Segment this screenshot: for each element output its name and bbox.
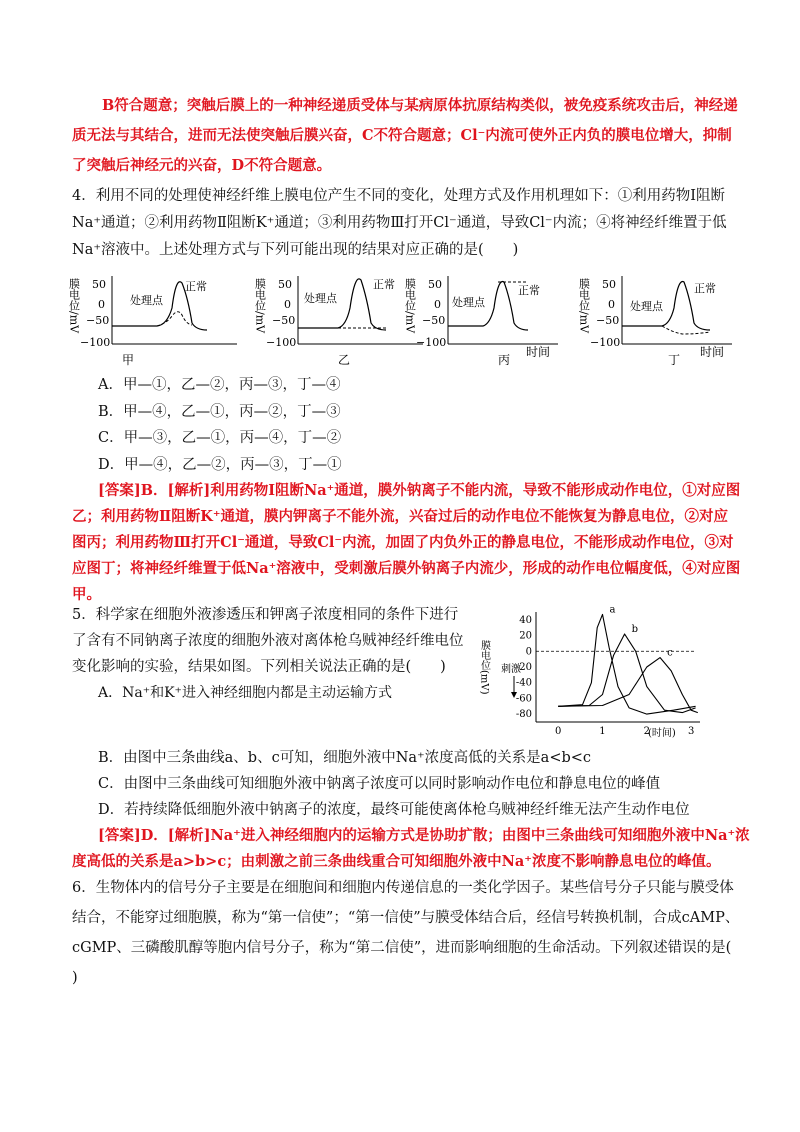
y-tick-label: −50 [86, 314, 110, 327]
y-tick-label: -60 [515, 693, 532, 705]
figure-name: 丁 [668, 353, 681, 367]
question-4-stem: 4．利用不同的处理使神经纤维上膜电位产生不同的变化，处理方式及作用机理如下：①利用药物Ⅰ阻断 [72, 188, 725, 204]
treatment-point-label: 处理点 [130, 294, 163, 307]
y-tick-label: −50 [596, 314, 620, 327]
question-4-stem: Na⁺溶液中。上述处理方式与下列可能出现的结果对应正确的是( ) [72, 242, 519, 258]
option-d: D．甲—④，乙—②，丙—③，丁—① [98, 457, 342, 473]
option-d: D．若持续降低细胞外液中钠离子的浓度，最终可能使离体枪乌贼神经纤维无法产生动作电位 [98, 802, 690, 818]
y-tick-label: 50 [92, 278, 106, 291]
sodium-concentration-chart [478, 604, 706, 742]
figure-jia [67, 268, 242, 368]
y-axis-label: 膜电位/mV [403, 278, 417, 334]
y-tick-label: 0 [284, 298, 291, 311]
y-tick-label: −100 [590, 336, 621, 349]
x-axis-label: (时间) [648, 728, 676, 739]
option-c: C．甲—③，乙—①，丙—④，丁—② [98, 430, 342, 446]
answer-line: 了突触后神经元的兴奋，D不符合题意。 [72, 157, 332, 174]
figure-name: 丙 [498, 353, 511, 367]
y-axis-label: 膜电位/mV [67, 278, 81, 334]
answer-line: 乙；利用药物Ⅱ阻断K⁺通道，膜内钾离子不能外流，兴奋过后的动作电位不能恢复为静息电位，②对应 [72, 508, 728, 525]
x-tick-label: 2 [643, 726, 650, 737]
y-tick-label: 0 [608, 298, 615, 311]
series-label-a: a [609, 604, 616, 616]
figure-name: 甲 [122, 353, 135, 367]
x-tick-label: 1 [599, 726, 606, 737]
normal-label: 正常 [518, 284, 540, 297]
y-tick-label: 20 [519, 630, 532, 642]
series-line-b [558, 634, 695, 713]
y-tick-label: −100 [266, 336, 297, 349]
y-tick-label: 50 [602, 278, 616, 291]
option-b: B．由图中三条曲线a、b、c可知，细胞外液中Na⁺浓度高低的关系是a<b<c [98, 750, 592, 766]
series-line-a [558, 614, 695, 714]
y-tick-label: −100 [416, 336, 447, 349]
answer-line: 甲。 [72, 586, 101, 603]
treatment-point-label: 处理点 [452, 296, 485, 309]
y-axis-label: 膜电位(mV) [478, 640, 490, 695]
question-6-stem: 6．生物体内的信号分子主要是在细胞间和细胞内传递信息的一类化学因子。某些信号分子只能与膜受体 [72, 880, 734, 896]
treatment-point-label: 处理点 [304, 292, 337, 305]
question-5-stem: 变化影响的实验，结果如图。下列相关说法正确的是( ) [72, 659, 446, 675]
option-a: A．甲—①，乙—②，丙—③，丁—④ [98, 377, 341, 393]
treated-curve [157, 312, 192, 326]
y-tick-label: −100 [80, 336, 111, 349]
y-tick-label: -80 [515, 709, 532, 721]
y-tick-label: 40 [519, 614, 532, 626]
question-5-stem: 了含有不同钠离子浓度的细胞外液对离体枪乌贼神经纤维电位 [72, 633, 464, 649]
figure-name: 乙 [338, 353, 351, 367]
x-tick-label: 0 [554, 726, 562, 737]
question-4-stem: Na⁺通道；②利用药物Ⅱ阻断K⁺通道；③利用药物Ⅲ打开Cl⁻通道，导致Cl⁻内流；④将神经纤维置于低 [72, 215, 727, 231]
figure-bing [403, 268, 578, 368]
treated-curve [662, 326, 710, 334]
answer-line: 应图丁；将神经纤维置于低Na⁺溶液中，受刺激后膜外钠离子内流少，形成的动作电位幅度低，④对应图 [72, 560, 741, 577]
y-tick-label: 0 [525, 646, 532, 658]
question-6-stem: ) [72, 970, 78, 986]
option-a: A．Na⁺和K⁺进入神经细胞内都是主动运输方式 [98, 685, 392, 701]
series-line-c [558, 658, 698, 713]
y-tick-label: 50 [428, 278, 442, 291]
normal-label: 正常 [373, 278, 395, 291]
normal-label: 正常 [185, 280, 207, 293]
option-c: C．由图中三条曲线可知细胞外液中钠离子浓度可以同时影响动作电位和静息电位的峰值 [98, 776, 661, 792]
question-5-stem: 5．科学家在细胞外液渗透压和钾离子浓度相同的条件下进行 [72, 607, 459, 623]
x-tick-label: 3 [687, 726, 695, 737]
series-label-b: b [631, 624, 639, 635]
question-6-stem: cGMP、三磷酸肌醇等胞内信号分子，称为“第二信使”，进而影响细胞的生命活动。下列叙述错误的是( [72, 940, 732, 956]
stimulus-label: 刺激 [501, 664, 521, 675]
x-axis-label: 时间 [700, 345, 725, 359]
question-6-stem: 结合，不能穿过细胞膜，称为“第一信使”；“第一信使”与膜受体结合后，经信号转换机制，合成cAMP、 [72, 910, 740, 926]
y-axis-label: 膜电位/mV [253, 278, 267, 334]
figure-yi [253, 268, 428, 368]
y-tick-label: -20 [515, 662, 532, 673]
series-label-c: c [667, 647, 673, 659]
answer-line: [答案]D．[解析]Na⁺进入神经细胞内的运输方式是协助扩散；由图中三条曲线可知细胞外液中Na⁺浓 [98, 827, 750, 844]
y-tick-label: 0 [434, 298, 441, 311]
y-axis-label: 膜电位/mV [577, 278, 591, 334]
answer-line: 度高低的关系是a>b>c；由刺激之前三条曲线重合可知细胞外液中Na⁺浓度不影响静息电位的峰值。 [72, 853, 721, 870]
y-tick-label: −50 [272, 314, 296, 327]
answer-line: [答案]B．[解析]利用药物Ⅰ阻断Na⁺通道，膜外钠离子不能内流，导致不能形成动作电位，①对应图 [98, 482, 741, 499]
y-tick-label: -40 [515, 677, 532, 689]
normal-label: 正常 [694, 282, 716, 295]
y-tick-label: 0 [98, 298, 105, 311]
answer-line: B符合题意；突触后膜上的一种神经递质受体与某病原体抗原结构类似，被免疫系统攻击后，神经递 [102, 97, 738, 114]
treatment-point-label: 处理点 [630, 300, 663, 313]
y-tick-label: 50 [278, 278, 292, 291]
answer-line: 质无法与其结合，进而无法使突触后膜兴奋，C不符合题意；Cl⁻内流可使外正内负的膜电位增大，抑制 [72, 127, 732, 144]
y-tick-label: −50 [422, 314, 446, 327]
figure-ding [577, 268, 752, 368]
answer-line: 图丙；利用药物Ⅲ打开Cl⁻通道，导致Cl⁻内流，加固了内负外正的静息电位，不能形成动作电位，③对 [72, 534, 734, 551]
x-axis-label: 时间 [526, 345, 551, 359]
option-b: B．甲—④，乙—①，丙—②，丁—③ [98, 404, 341, 420]
